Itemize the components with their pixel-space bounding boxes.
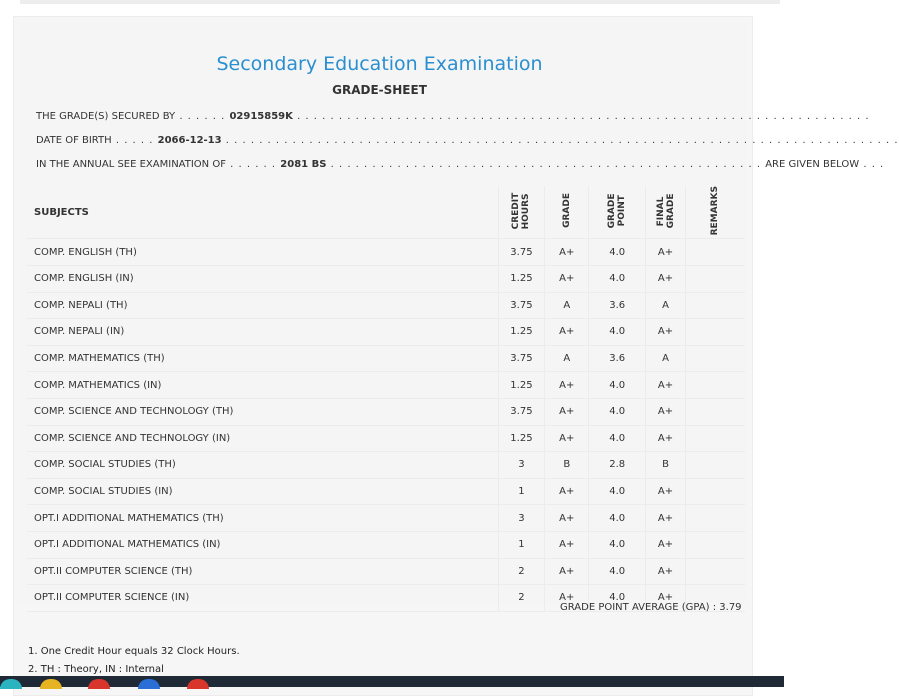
grade: A <box>545 345 589 372</box>
header-grade-point <box>589 186 646 239</box>
credit-hours: 2 <box>498 558 545 585</box>
footnotes <box>28 643 240 679</box>
grade: A+ <box>545 239 589 266</box>
credit-hours: 3 <box>498 452 545 479</box>
subject-name: COMP. SCIENCE AND TECHNOLOGY (IN) <box>27 425 498 452</box>
grade-point: 4.0 <box>589 398 646 425</box>
final-grade: A+ <box>646 505 686 532</box>
final-grade: A <box>646 345 686 372</box>
remarks <box>685 478 745 505</box>
credit-hours: 1.25 <box>498 265 545 292</box>
table-row <box>27 292 745 319</box>
header-credit-hours-text: CREDIT HOURS <box>511 192 532 230</box>
grade-point: 2.8 <box>589 452 646 479</box>
credit-hours: 3.75 <box>498 292 545 319</box>
grade-sheet-heading: GRADE-SHEET <box>332 83 427 97</box>
table-row <box>27 425 745 452</box>
remarks <box>685 505 745 532</box>
remarks <box>685 345 745 372</box>
header-credit-hours <box>498 186 545 239</box>
remarks <box>685 452 745 479</box>
final-grade: A+ <box>646 425 686 452</box>
remarks <box>685 319 745 346</box>
table-row <box>27 239 745 266</box>
final-grade: A+ <box>646 372 686 399</box>
final-grade: A+ <box>646 265 686 292</box>
remarks <box>685 292 745 319</box>
remarks <box>685 265 745 292</box>
subject-name: OPT.II COMPUTER SCIENCE (IN) <box>27 585 498 612</box>
subject-name: COMP. SOCIAL STUDIES (IN) <box>27 478 498 505</box>
header-grade <box>545 186 589 239</box>
credit-hours: 3.75 <box>498 398 545 425</box>
final-grade: A+ <box>646 531 686 558</box>
credit-hours: 2 <box>498 585 545 612</box>
grade: A+ <box>545 398 589 425</box>
remarks <box>685 558 745 585</box>
gpa-line <box>560 602 742 613</box>
symbol-number: 02915859K <box>229 111 293 122</box>
subject-name: COMP. NEPALI (IN) <box>27 319 498 346</box>
table-row <box>27 558 745 585</box>
table-row <box>27 319 745 346</box>
grades-table-body <box>27 239 745 611</box>
header-final-grade <box>646 186 686 239</box>
grade-point: 4.0 <box>589 505 646 532</box>
header-grade-text: GRADE <box>561 193 572 229</box>
table-row <box>27 345 745 372</box>
grades-table-wrapper <box>27 186 745 612</box>
final-grade: B <box>646 452 686 479</box>
subject-name: COMP. MATHEMATICS (IN) <box>27 372 498 399</box>
top-divider <box>20 0 780 4</box>
table-row <box>27 531 745 558</box>
grade-point: 3.6 <box>589 345 646 372</box>
credit-hours: 3 <box>498 505 545 532</box>
footnote-abbreviations: 2. TH : Theory, IN : Internal <box>28 664 164 675</box>
credit-hours: 3.75 <box>498 345 545 372</box>
table-row <box>27 398 745 425</box>
subject-name: OPT.I ADDITIONAL MATHEMATICS (IN) <box>27 531 498 558</box>
table-row <box>27 452 745 479</box>
subject-name: OPT.II COMPUTER SCIENCE (TH) <box>27 558 498 585</box>
header-grade-point-text: GRADE POINT <box>607 193 628 229</box>
exam-line: IN THE ANNUAL SEE EXAMINATION OF . . . . . . 2081 BS . . . . . . . . . . . . . . . . . . . . . . . . . . . . . . . . . . . . . . . . . . . . . . . . . . . . ARE GIVEN BELOW . . . <box>36 159 885 170</box>
credit-hours: 1.25 <box>498 425 545 452</box>
footnote-credit-hour: 1. One Credit Hour equals 32 Clock Hours. <box>28 646 240 657</box>
table-row <box>27 505 745 532</box>
grade-point: 4.0 <box>589 265 646 292</box>
grade-point: 4.0 <box>589 425 646 452</box>
final-grade: A+ <box>646 398 686 425</box>
gpa-label: GRADE POINT AVERAGE (GPA) : <box>560 602 717 613</box>
grade: A+ <box>545 372 589 399</box>
exam-label: IN THE ANNUAL SEE EXAMINATION OF <box>36 159 226 170</box>
remarks <box>685 239 745 266</box>
grade-point: 4.0 <box>589 372 646 399</box>
grade-point: 4.0 <box>589 558 646 585</box>
table-row <box>27 372 745 399</box>
credit-hours: 1.25 <box>498 372 545 399</box>
header-final-grade-text: FINAL GRADE <box>655 193 676 229</box>
grade-point: 4.0 <box>589 531 646 558</box>
remarks <box>685 372 745 399</box>
grade: A+ <box>545 531 589 558</box>
credit-hours: 3.75 <box>498 239 545 266</box>
grade: A+ <box>545 425 589 452</box>
subject-name: COMP. SOCIAL STUDIES (TH) <box>27 452 498 479</box>
subject-name: COMP. NEPALI (TH) <box>27 292 498 319</box>
grade-point: 4.0 <box>589 478 646 505</box>
grade-sheet-panel <box>13 16 899 696</box>
table-header-row <box>27 186 745 239</box>
credit-hours: 1 <box>498 478 545 505</box>
final-grade: A+ <box>646 558 686 585</box>
grade: B <box>545 452 589 479</box>
dob-label: DATE OF BIRTH <box>36 135 112 146</box>
grade: A+ <box>545 265 589 292</box>
grade: A+ <box>545 319 589 346</box>
grade: A+ <box>545 558 589 585</box>
os-taskbar <box>0 676 784 687</box>
header-remarks <box>685 186 745 239</box>
table-row <box>27 265 745 292</box>
subject-name: OPT.I ADDITIONAL MATHEMATICS (TH) <box>27 505 498 532</box>
grade: A+ <box>545 585 589 612</box>
header-remarks-text: REMARKS <box>710 186 721 236</box>
grade-point: 4.0 <box>589 319 646 346</box>
grade-point: 4.0 <box>589 239 646 266</box>
final-grade: A+ <box>646 478 686 505</box>
remarks <box>685 398 745 425</box>
table-row <box>27 478 745 505</box>
grade: A+ <box>545 505 589 532</box>
grade-point: 4.0 <box>589 585 646 612</box>
given-below-label: ARE GIVEN BELOW <box>765 159 860 170</box>
subject-name: COMP. MATHEMATICS (TH) <box>27 345 498 372</box>
remarks <box>685 531 745 558</box>
secured-by-line: THE GRADE(S) SECURED BY . . . . . . 02915859K . . . . . . . . . . . . . . . . . . . . . . . . . . . . . . . . . . . . . . . . . . . . . . . . . . . . . . . . . . . . . . . . . . . . . <box>36 111 870 122</box>
subject-name: COMP. ENGLISH (IN) <box>27 265 498 292</box>
exam-title: Secondary Education Examination <box>216 53 543 75</box>
final-grade: A+ <box>646 239 686 266</box>
final-grade: A+ <box>646 319 686 346</box>
dob-line: DATE OF BIRTH . . . . . 2066-12-13 . . . . . . . . . . . . . . . . . . . . . . . . . . . . . . . . . . . . . . . . . . . . . . . . . . . . . . . . . . . . . . . . . . . . . . . . . . . . . . . . . <box>36 135 899 146</box>
dob-value: 2066-12-13 <box>157 135 222 146</box>
grades-table <box>27 186 745 612</box>
header-subjects: SUBJECTS <box>27 186 498 239</box>
grade: A <box>545 292 589 319</box>
gpa-value: 3.79 <box>719 602 742 613</box>
secured-by-label: THE GRADE(S) SECURED BY <box>36 111 176 122</box>
final-grade: A <box>646 292 686 319</box>
credit-hours: 1.25 <box>498 319 545 346</box>
final-grade: A+ <box>646 585 686 612</box>
credit-hours: 1 <box>498 531 545 558</box>
grade: A+ <box>545 478 589 505</box>
remarks <box>685 425 745 452</box>
exam-year: 2081 BS <box>280 159 327 170</box>
grade-point: 3.6 <box>589 292 646 319</box>
subject-name: COMP. ENGLISH (TH) <box>27 239 498 266</box>
subject-name: COMP. SCIENCE AND TECHNOLOGY (TH) <box>27 398 498 425</box>
